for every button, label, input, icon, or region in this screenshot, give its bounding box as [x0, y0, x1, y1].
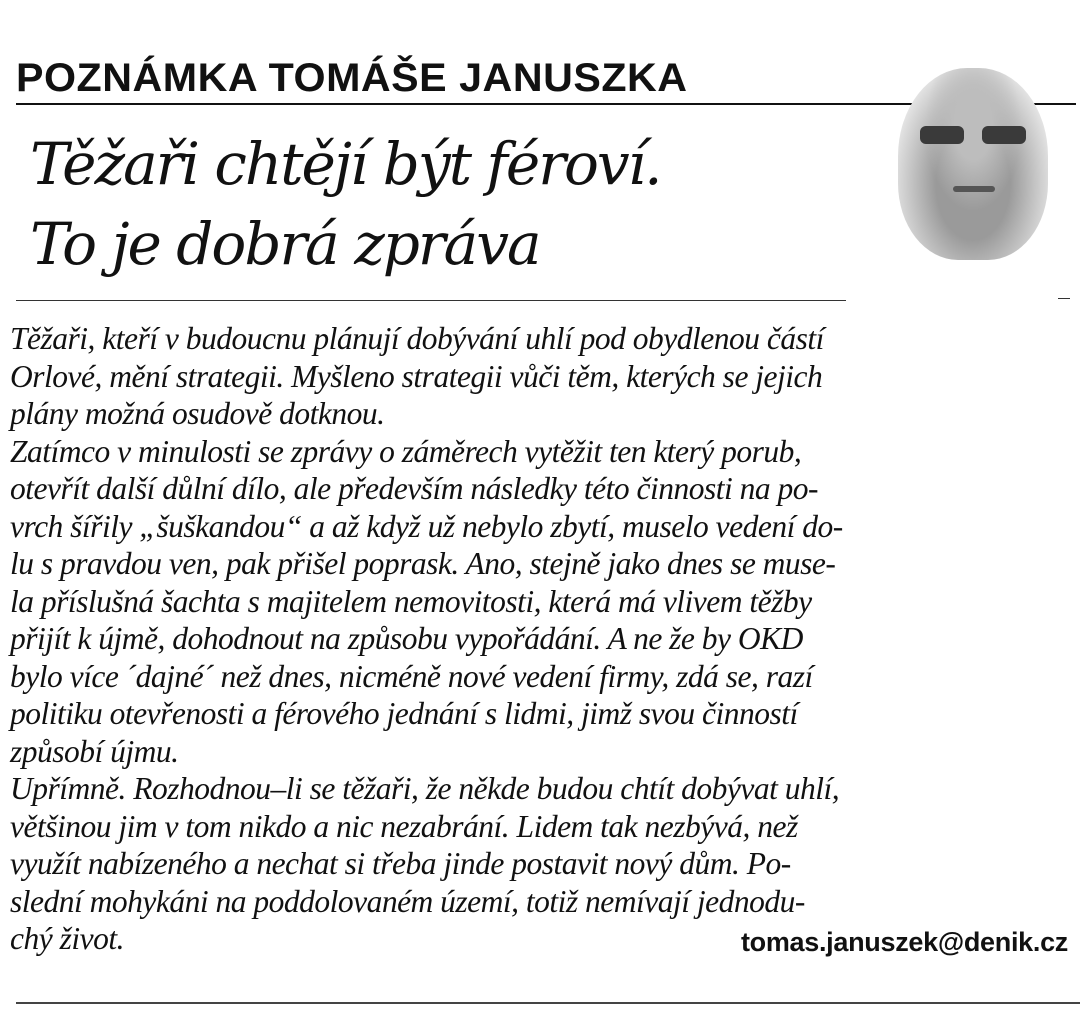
portrait-glasses-left	[920, 126, 964, 144]
headline-rule	[16, 300, 846, 301]
paragraph-1	[10, 320, 1080, 433]
text-line: la příslušná šachta s majitelem nemovitosti, která má vlivem těžby	[10, 583, 812, 619]
text-line: Orlové, mění strategii. Myšleno strategii vůči těm, kterých se jejich	[10, 358, 823, 394]
text-line: slední mohykáni na poddolovaném území, totiž nemívají jednodu-	[10, 883, 805, 919]
author-email: tomas.januszek@denik.cz	[740, 927, 1068, 957]
headline	[30, 124, 870, 284]
paragraph-3	[10, 770, 1080, 962]
text-line: Upřímně. Rozhodnou–li se těžaři, že někde budou chtít dobývat uhlí,	[10, 771, 840, 806]
text-line: bylo více ´dajné´ než dnes, nicméně nové vedení firmy, zdá se, razí	[10, 658, 813, 694]
text-line: politiku otevřenosti a férového jednání s lidmi, jimž svou činností	[10, 696, 798, 731]
text-line: většinou jim v tom nikdo a nic nezabrání. Lidem tak nezbývá, než	[10, 808, 798, 844]
text-line: chý život.	[10, 921, 124, 956]
text-line: otevřít další důlní dílo, ale především následky této činnosti na po-	[10, 471, 818, 506]
text-line: způsobí újmu.	[10, 733, 179, 769]
author-portrait	[898, 68, 1048, 260]
text-line: plány možná osudově dotknou.	[10, 396, 385, 431]
headline-line-1: Těžaři chtějí být féroví.	[30, 130, 661, 198]
headline-line-2: To je dobrá zpráva	[30, 210, 540, 278]
text-line: Těžaři, kteří v budoucnu plánují dobývání uhlí pod obydlenou částí	[10, 321, 824, 356]
column-kicker: POZNÁMKA TOMÁŠE JANUSZKA	[16, 56, 688, 100]
text-line: Zatímco v minulosti se zprávy o záměrech vytěžit ten který porub,	[10, 433, 802, 469]
portrait-mouth	[953, 186, 995, 192]
signature-line	[10, 920, 1068, 962]
bottom-rule	[16, 1002, 1080, 1004]
article-body	[10, 320, 1080, 962]
text-line: přijít k újmě, dohodnout na způsobu vypořádání. A ne že by OKD	[10, 621, 803, 656]
text-line: lu s pravdou ven, pak přišel poprask. Ano, stejně jako dnes se muse-	[10, 546, 836, 581]
headline-rule-tick	[1058, 298, 1070, 299]
portrait-glasses-right	[982, 126, 1026, 144]
text-line: využít nabízeného a nechat si třeba jinde postavit nový dům. Po-	[10, 846, 791, 881]
text-line: vrch šířily „šuškandou“ a až když už nebylo zbytí, muselo vedení do-	[10, 508, 843, 544]
paragraph-2	[10, 433, 1080, 771]
